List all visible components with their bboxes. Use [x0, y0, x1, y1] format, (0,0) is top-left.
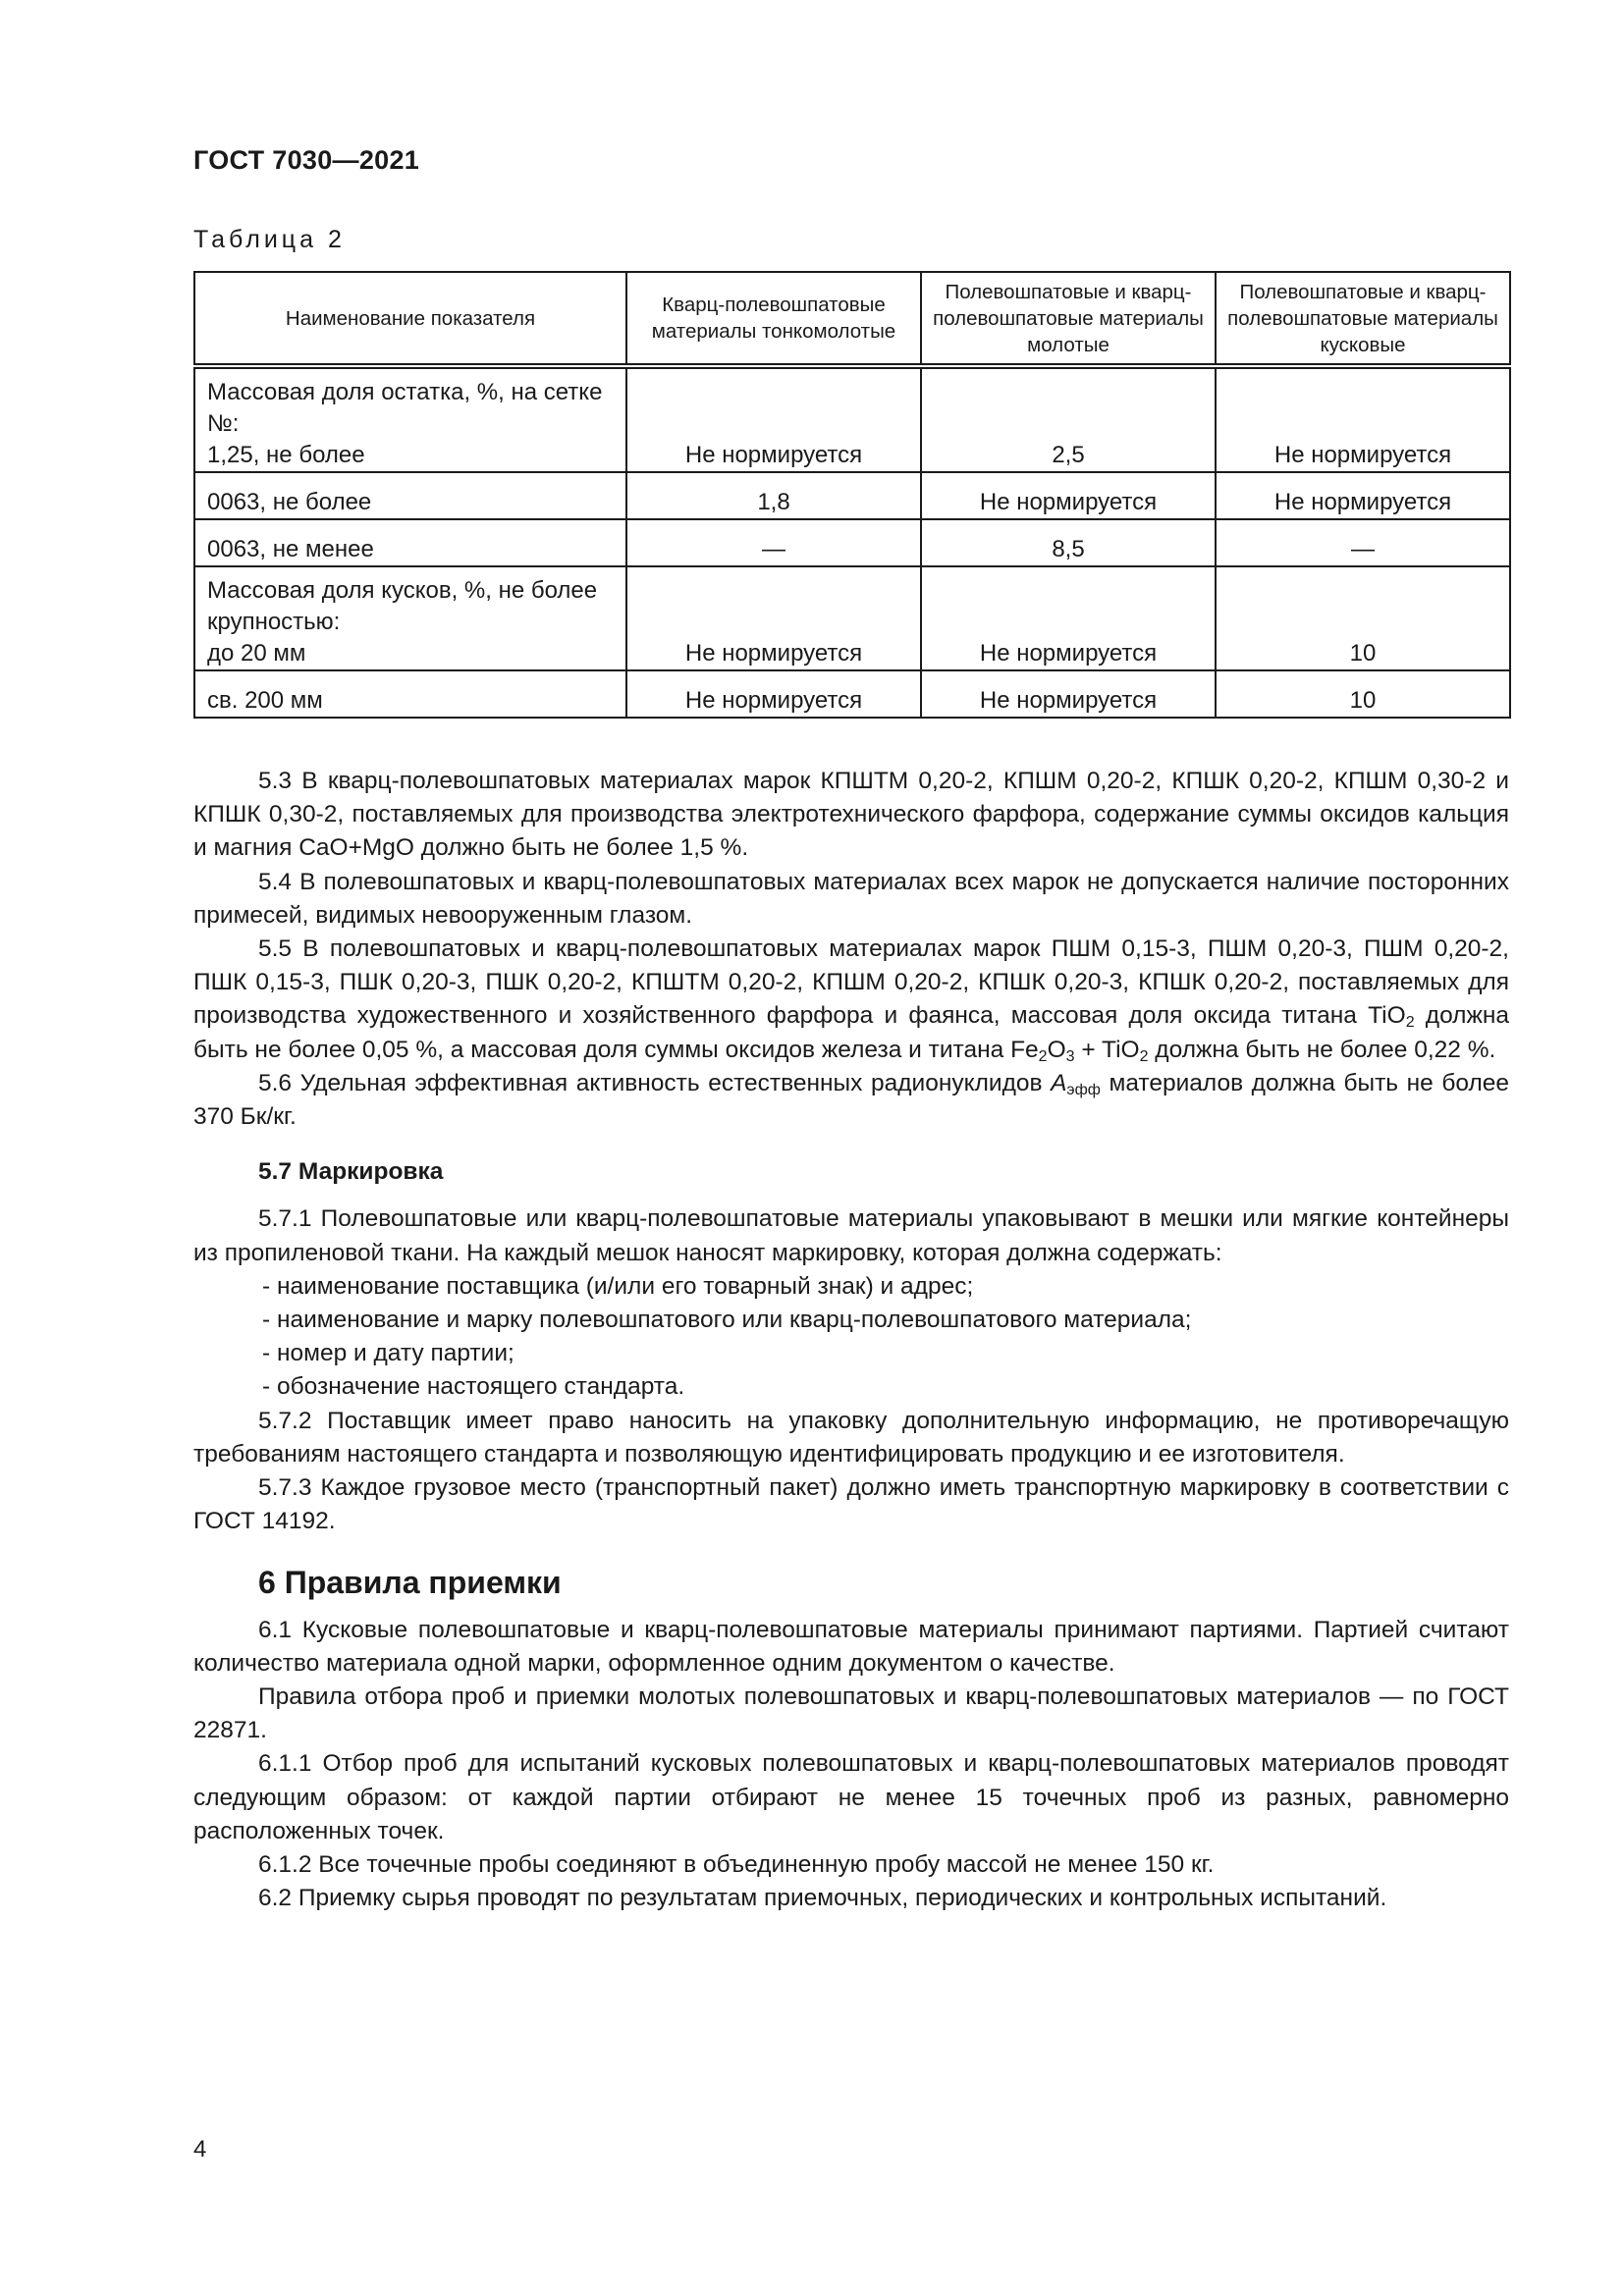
table-caption: Таблица 2	[193, 226, 346, 253]
table-cell: Не нормируется	[1216, 472, 1510, 519]
body-text	[193, 765, 1509, 1916]
text-run: + TiO	[1074, 1036, 1140, 1063]
table-cell: Не нормируется	[921, 670, 1216, 718]
paragraph-5-5: 5.5 В полевошпатовых и кварц-полевошпатовых материалах марок ПШМ 0,15-3, ПШМ 0,20-3, ПШМ 0,20-2, ПШК 0,15-3, ПШК 0,20-3, ПШК 0,20-2, КПШТМ 0,20-2, КПШМ 0,20-2, КПШК 0,20-3, КПШК 0,20-2, поставляемых для производства художественного и хозяйственного фарфора и фаянса, массовая доля оксида титана TiO$_2$ должна быть не более 0,05 %, а массовая доля суммы оксидов железа и титана $Fe_2O_3 + TiO_2$ должна быть не более 0,22 %.	[193, 935, 1510, 1065]
row-name-cell	[194, 366, 626, 472]
list-item: - наименование поставщика (и/или его товарный знак) и адрес;	[262, 1272, 974, 1300]
paragraph-5-7-2: 5.7.2 Поставщик имеет право наносить на упаковку дополнительную информацию, не противоречащую требованиям настоящего стандарта и позволяющую идентифицировать продукцию и ее изготовителя.	[193, 1407, 1509, 1468]
paragraph-5-4: 5.4 В полевошпатовых и кварц-полевошпатовых материалах всех марок не допускается наличие посторонних примесей, видимых невооруженным глазом.	[193, 868, 1509, 929]
table-row	[194, 519, 1510, 566]
table-cell: Не нормируется	[626, 366, 921, 472]
document-header: ГОСТ 7030—2021	[193, 145, 420, 175]
table-cell: Не нормируется	[921, 472, 1216, 519]
paragraph-5-6	[193, 1067, 1509, 1134]
text-run: 5.5 В полевошпатовых и кварц-полевошпатовых материалах марок ПШМ 0,15-3, ПШМ 0,20-3, ПШМ 0,20-2, ПШК 0,15-3, ПШК 0,20-3, ПШК 0,20-2, КПШТМ 0,20-2, КПШМ 0,20-2, КПШК 0,20-3, КПШК 0,20-2, поставляемых для производства художественного и хозяйственного фарфора и фаянса, массовая доля оксида титана TiO	[193, 935, 1509, 1030]
subscript: 2	[1405, 1014, 1415, 1032]
paragraph-6-2: 6.2 Приемку сырья проводят по результатам приемочных, периодических и контрольных испытаний.	[258, 1885, 1387, 1912]
paragraph-5-7-1: 5.7.1 Полевошпатовые или кварц-полевошпатовые материалы упаковывают в мешки или мягкие контейнеры из пропиленовой ткани. На каждый мешок наносят маркировку, которая должна содержать:	[193, 1205, 1509, 1266]
table-cell: 8,5	[921, 519, 1216, 566]
heading-5-7: 5.7 Маркировка	[258, 1158, 444, 1186]
symbol-a: A	[1051, 1069, 1067, 1096]
row-label: 1,25, не более	[207, 442, 365, 468]
table-cell: 10	[1216, 670, 1510, 718]
row-label: 0063, не более	[194, 472, 626, 519]
row-label: до 20 мм	[207, 640, 306, 667]
table-cell: 2,5	[921, 366, 1216, 472]
text-run: 5.6 Удельная эффективная активность естественных радионуклидов	[258, 1069, 1052, 1096]
group-title-lumps: Массовая доля кусков, %, не более крупностью:	[207, 577, 598, 635]
row-name-cell	[194, 566, 626, 670]
paragraph-5-7-3: 5.7.3 Каждое грузовое место (транспортный пакет) должно иметь транспортную маркировку в соответствии с ГОСТ 14192.	[193, 1474, 1509, 1535]
list-item: - обозначение настоящего стандарта.	[262, 1373, 685, 1401]
column-header-fine-ground: Кварц-полевошпатовые материалы тонкомолотые	[626, 272, 921, 366]
paragraph-6-1-2: 6.1.2 Все точечные пробы соединяют в объединенную пробу массой не менее 150 кг.	[258, 1851, 1215, 1879]
table-cell: Не нормируется	[626, 566, 921, 670]
group-title-residue: Массовая доля остатка, %, на сетке №:	[207, 379, 603, 437]
subscript: 2	[1038, 1047, 1048, 1065]
column-header-indicator: Наименование показателя	[194, 272, 626, 366]
subscript: эфф	[1066, 1081, 1101, 1098]
page-number: 4	[193, 2136, 207, 2163]
heading-6: 6 Правила приемки	[258, 1565, 562, 1601]
list-item: - наименование и марку полевошпатового или кварц-полевошпатового материала;	[262, 1307, 1192, 1334]
table-row	[194, 566, 1510, 670]
table-row	[194, 472, 1510, 519]
text-run: материалов должна быть не более 370 Бк/кг.	[193, 1069, 1509, 1131]
table-cell: —	[626, 519, 921, 566]
paragraph-6-1b: Правила отбора проб и приемки молотых полевошпатовых и кварц-полевошпатовых материалов — по ГОСТ 22871.	[193, 1683, 1509, 1744]
column-header-ground: Полевошпатовые и кварц-полевошпатовые материалы молотые	[921, 272, 1216, 366]
table-cell: Не нормируется	[626, 670, 921, 718]
column-header-lump: Полевошпатовые и кварц-полевошпатовые материалы кусковые	[1216, 272, 1510, 366]
table-header-row	[194, 272, 1510, 366]
subscript: 2	[1139, 1047, 1149, 1065]
table-2	[193, 271, 1511, 719]
table-row	[194, 366, 1510, 472]
table-cell: —	[1216, 519, 1510, 566]
table-row	[194, 670, 1510, 718]
table-cell: Не нормируется	[921, 566, 1216, 670]
table-cell: 10	[1216, 566, 1510, 670]
subscript: 3	[1065, 1047, 1075, 1065]
text-run: должна быть не более 0,22 %.	[1148, 1036, 1496, 1063]
row-label: св. 200 мм	[194, 670, 626, 718]
row-label: 0063, не менее	[194, 519, 626, 566]
table-cell: Не нормируется	[1216, 366, 1510, 472]
table-cell: 1,8	[626, 472, 921, 519]
paragraph-5-3: 5.3 В кварц-полевошпатовых материалах марок КПШТМ 0,20-2, КПШМ 0,20-2, КПШК 0,20-2, КПШМ 0,30-2 и КПШК 0,30-2, поставляемых для производства электротехнического фарфора, содержание суммы оксидов кальция и магния CaO+MgO должно быть не более 1,5 %.	[193, 768, 1509, 862]
paragraph-6-1-1: 6.1.1 Отбор проб для испытаний кусковых полевошпатовых и кварц-полевошпатовых материалов проводят следующим образом: от каждой партии отбирают не менее 15 точечных проб из разных, равномерно расположенных точек.	[193, 1750, 1509, 1844]
paragraph-6-1: 6.1 Кусковые полевошпатовые и кварц-полевошпатовые материалы принимают партиями. Партией считают количество материала одной марки, оформленное одним документом о качестве.	[193, 1616, 1509, 1677]
text-run: должна быть не более 0,05 %, а массовая доля суммы оксидов железа и титана Fe	[193, 1002, 1510, 1063]
list-item: - номер и дату партии;	[262, 1340, 514, 1367]
